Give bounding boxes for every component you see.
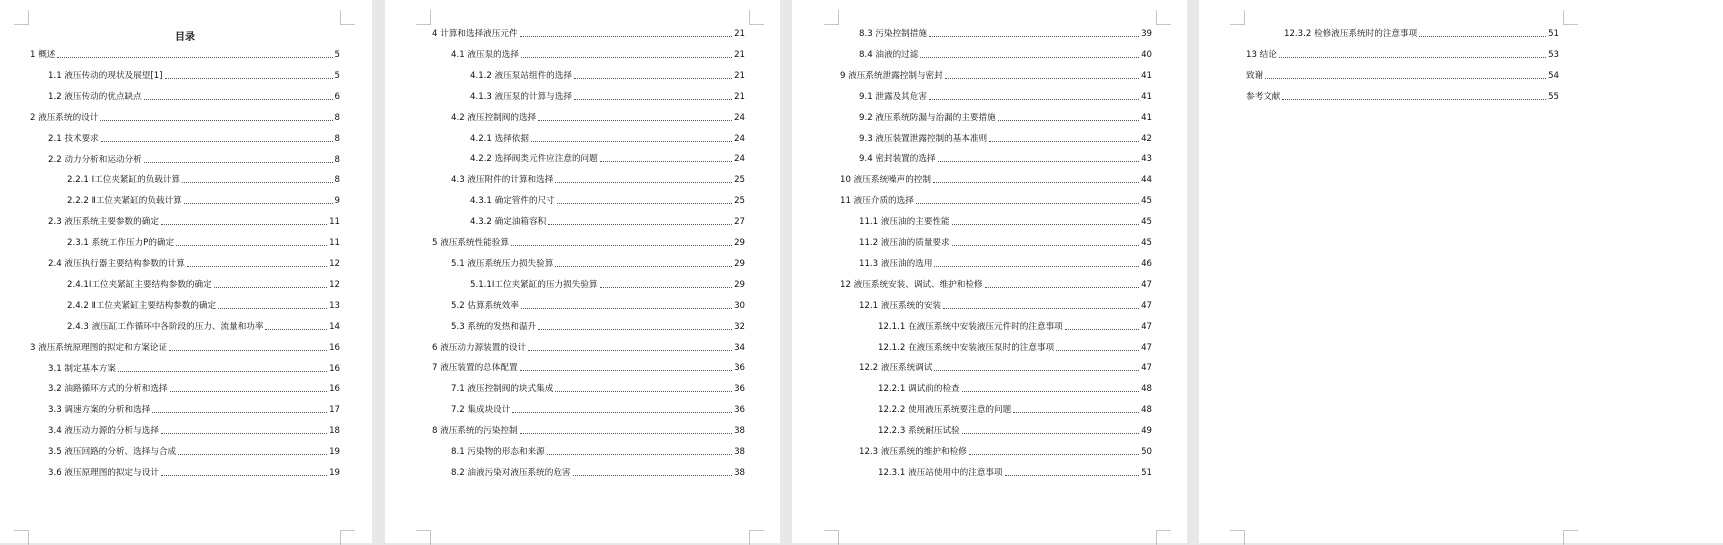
- toc-entry-title: 4.1.2 液压泵站组件的选择: [470, 70, 572, 81]
- toc-entry-page-number: 45: [1141, 238, 1152, 248]
- toc-entry-title: 3.6 液压原理图的拟定与设计: [48, 468, 159, 478]
- toc-entry[interactable]: [48, 70, 340, 82]
- toc-entry[interactable]: [859, 91, 1152, 103]
- toc-entry-page-number: 47: [1141, 279, 1152, 290]
- toc-entry-page-number: 41: [1141, 91, 1152, 102]
- toc-entry[interactable]: [859, 237, 1152, 249]
- toc-leader-dots: [600, 161, 732, 162]
- toc-entry-title: 7 液压装置的总体配置: [432, 363, 518, 374]
- toc-entry-title: 4 计算和选择液压元件: [432, 29, 518, 39]
- toc-entry[interactable]: [470, 91, 745, 103]
- toc-entry-title: 12.3 液压系统的维护和检修: [859, 447, 967, 457]
- toc-entry-title: 7.1 液压控制阀的块式集成: [451, 384, 554, 395]
- toc-entry-page-number: 5: [334, 50, 340, 60]
- toc-leader-dots: [985, 287, 1139, 288]
- toc-leader-dots: [952, 224, 1139, 225]
- toc-entry[interactable]: [840, 279, 1152, 291]
- toc-leader-dots: [1419, 36, 1546, 37]
- toc-entry-title: 2.1 技术要求: [48, 133, 99, 144]
- toc-leader-dots: [265, 329, 327, 330]
- toc-entry-title: 3.4 液压动力源的分析与选择: [48, 426, 159, 437]
- toc-entry[interactable]: [859, 300, 1152, 312]
- toc-leader-dots: [998, 120, 1139, 121]
- toc-entry[interactable]: [451, 446, 745, 458]
- toc-entry[interactable]: [48, 467, 340, 479]
- toc-entry-page-number: 29: [734, 258, 745, 269]
- document-page: [792, 0, 1187, 543]
- toc-entry[interactable]: [451, 321, 745, 333]
- toc-entry[interactable]: [878, 321, 1152, 333]
- toc-entry[interactable]: [48, 216, 340, 228]
- toc-entry-page-number: 48: [1141, 384, 1152, 395]
- toc-entry-page-number: 29: [734, 238, 745, 248]
- toc-entry-title: 2.4.2 Ⅱ工位夹紧缸主要结构参数的确定: [67, 300, 217, 311]
- toc-entry-title: 3.2 油路循环方式的分析和选择: [48, 384, 168, 395]
- toc-entry-title: 6 液压动力源装置的设计: [432, 342, 527, 353]
- toc-leader-dots: [555, 182, 732, 183]
- toc-entry[interactable]: [48, 404, 340, 416]
- toc-leader-dots: [916, 203, 1139, 204]
- toc-entry-page-number: 45: [1141, 196, 1152, 207]
- toc-entry-page-number: 25: [734, 196, 745, 207]
- toc-entry-title: 3.5 液压回路的分析、选择与合成: [48, 447, 177, 458]
- toc-entry-title: 5.3 系统的发热和温升: [451, 321, 537, 332]
- toc-entry[interactable]: [859, 49, 1152, 61]
- toc-entry[interactable]: [859, 153, 1152, 165]
- toc-entry-title: 3.3 调速方案的分析和选择: [48, 405, 151, 416]
- toc-leader-dots: [178, 454, 327, 455]
- toc-entry[interactable]: [859, 28, 1152, 40]
- toc-leader-dots: [161, 224, 327, 225]
- toc-entry-page-number: 47: [1141, 363, 1152, 374]
- toc-entry-page-number: 8: [334, 175, 340, 186]
- toc-entry-page-number: 29: [734, 279, 745, 290]
- toc-entry-title: 致谢: [1246, 70, 1264, 81]
- toc-entry[interactable]: [470, 195, 745, 207]
- crop-mark: [340, 10, 355, 25]
- toc-leader-dots: [1005, 475, 1139, 476]
- toc-leader-dots: [161, 433, 327, 434]
- toc-entry-page-number: 42: [1141, 133, 1152, 144]
- toc-entry-title: 4.3 液压附件的计算和选择: [451, 175, 554, 186]
- toc-entry-title: 1.1 液压传动的现状及展望[1]: [48, 70, 163, 81]
- toc-entry[interactable]: [878, 425, 1152, 437]
- toc-leader-dots: [929, 36, 1139, 37]
- toc-leader-dots: [989, 141, 1139, 142]
- toc-entry-title: 8.4 油液的过滤: [859, 49, 919, 60]
- toc-entry[interactable]: [451, 383, 745, 395]
- toc-entry-page-number: 39: [1141, 29, 1152, 39]
- toc-entry-page-number: 47: [1141, 300, 1152, 311]
- toc-leader-dots: [538, 120, 732, 121]
- toc-entry-title: 2.2.2 Ⅱ工位夹紧缸的负载计算: [67, 196, 182, 207]
- toc-entry-title: 12.1.1 在液压系统中安装液压元件时的注意事项: [878, 321, 1063, 332]
- toc-entry-title: 2.3 液压系统主要参数的确定: [48, 217, 159, 228]
- toc-entry[interactable]: [48, 363, 340, 375]
- toc-entry-page-number: 53: [1548, 49, 1559, 60]
- toc-entry-title: 12.2.3 系统耐压试验: [878, 426, 960, 437]
- toc-entry[interactable]: [470, 279, 745, 291]
- toc-entry-title: 2.2 动力分析和运动分析: [48, 154, 142, 165]
- toc-entry-page-number: 5: [334, 70, 340, 81]
- toc-entry[interactable]: [1246, 49, 1559, 61]
- toc-entry-page-number: 16: [329, 384, 340, 395]
- toc-entry-page-number: 51: [1548, 29, 1559, 39]
- toc-entry-page-number: 36: [734, 405, 745, 416]
- toc-entry-title: 2.4.1Ⅰ工位夹紧缸主要结构参数的确定: [67, 279, 212, 290]
- toc-leader-dots: [187, 266, 327, 267]
- toc-leader-dots: [520, 433, 733, 434]
- toc-leader-dots: [962, 433, 1139, 434]
- toc-entry[interactable]: [451, 404, 745, 416]
- toc-entry[interactable]: [67, 321, 340, 333]
- toc-entry-page-number: 54: [1548, 70, 1559, 81]
- toc-entry-title: 4.1.3 液压泵的计算与选择: [470, 91, 572, 102]
- toc-entry-title: 12.2.2 使用液压系统要注意的问题: [878, 405, 1012, 416]
- crop-mark: [14, 10, 29, 25]
- toc-entry[interactable]: [67, 237, 340, 249]
- document-page: [1199, 0, 1723, 543]
- toc-entry-page-number: 24: [734, 154, 745, 165]
- toc-entry-title: 9 液压系统泄露控制与密封: [840, 70, 943, 81]
- toc-leader-dots: [531, 141, 732, 142]
- toc-leader-dots: [920, 57, 1139, 58]
- toc-entry-title: 8.3 污染控制措施: [859, 29, 927, 39]
- toc-entry[interactable]: [451, 49, 745, 61]
- toc-leader-dots: [101, 141, 333, 142]
- toc-entry[interactable]: [1246, 91, 1559, 103]
- toc-entry[interactable]: [432, 362, 745, 374]
- toc-entry-title: 13 结论: [1246, 49, 1277, 60]
- toc-entry-title: 10 液压系统噪声的控制: [840, 175, 932, 186]
- toc-leader-dots: [945, 78, 1139, 79]
- toc-entry-page-number: 8: [334, 133, 340, 144]
- crop-mark: [824, 10, 839, 25]
- toc-leader-dots: [1265, 78, 1546, 79]
- toc-entry-title: 12.3.2 检修液压系统时的注意事项: [1284, 29, 1418, 39]
- toc-entry-page-number: 8: [334, 112, 340, 123]
- toc-entry-title: 参考文献: [1246, 91, 1281, 102]
- toc-entry-title: 3 液压系统原理图的拟定和方案论证: [30, 342, 168, 353]
- toc-entry[interactable]: [859, 216, 1152, 228]
- toc-leader-dots: [1056, 350, 1139, 351]
- toc-leader-dots: [169, 350, 327, 351]
- toc-entry-page-number: 21: [734, 29, 745, 39]
- toc-entry-page-number: 45: [1141, 217, 1152, 228]
- toc-entry[interactable]: [451, 258, 745, 270]
- toc-entry-page-number: 19: [329, 468, 340, 478]
- toc-entry-page-number: 13: [329, 300, 340, 311]
- toc-leader-dots: [511, 245, 732, 246]
- toc-leader-dots: [943, 308, 1139, 309]
- toc-entry-page-number: 51: [1141, 467, 1152, 478]
- toc-leader-dots: [144, 99, 333, 100]
- toc-entry[interactable]: [1246, 70, 1559, 82]
- crop-mark: [1230, 10, 1245, 25]
- toc-entry[interactable]: [451, 112, 745, 124]
- toc-leader-dots: [555, 391, 732, 392]
- toc-leader-dots: [165, 78, 333, 79]
- toc-entry[interactable]: [840, 70, 1152, 82]
- toc-entry-page-number: 16: [329, 363, 340, 374]
- toc-entry-page-number: 27: [734, 217, 745, 228]
- toc-entry-page-number: 21: [734, 49, 745, 60]
- toc-entry-title: 4.3.2 确定油箱容积: [470, 217, 547, 228]
- toc-entry[interactable]: [48, 91, 340, 103]
- toc-entry-page-number: 12: [329, 279, 340, 290]
- toc-leader-dots: [962, 391, 1139, 392]
- toc-entry-title: 11.3 液压油的选用: [859, 258, 933, 269]
- toc-entry[interactable]: [48, 154, 340, 166]
- toc-entry[interactable]: [451, 467, 745, 479]
- toc-entry-page-number: 24: [734, 133, 745, 144]
- toc-entry-page-number: 16: [329, 342, 340, 353]
- toc-entry-title: 5.2 估算系统效率: [451, 300, 519, 311]
- toc-entry-page-number: 24: [734, 112, 745, 123]
- toc-entry-page-number: 38: [734, 447, 745, 457]
- toc-entry[interactable]: [859, 362, 1152, 374]
- toc-entry-title: 3.1 制定基本方案: [48, 363, 116, 374]
- toc-entry[interactable]: [1284, 28, 1559, 40]
- toc-entry-title: 12.3.1 液压站使用中的注意事项: [878, 467, 1003, 478]
- toc-entry-title: 9.3 液压装置泄露控制的基本准则: [859, 133, 988, 144]
- toc-entry[interactable]: [840, 195, 1152, 207]
- toc-leader-dots: [1279, 57, 1546, 58]
- toc-entry-page-number: 18: [329, 426, 340, 437]
- toc-leader-dots: [57, 57, 332, 58]
- toc-entry[interactable]: [878, 467, 1152, 479]
- toc-entry[interactable]: [30, 49, 340, 61]
- toc-entry-page-number: 21: [734, 91, 745, 102]
- document-page: [0, 0, 372, 543]
- toc-leader-dots: [520, 370, 733, 371]
- toc-entry-title: 5.1 液压系统压力损失验算: [451, 258, 554, 269]
- toc-leader-dots: [521, 308, 732, 309]
- toc-leader-dots: [933, 182, 1139, 183]
- toc-leader-dots: [538, 329, 732, 330]
- toc-entry-page-number: 9: [334, 196, 340, 207]
- toc-entry-title: 11.1 液压油的主要性能: [859, 217, 950, 228]
- document-page: [385, 0, 780, 543]
- toc-leader-dots: [214, 287, 327, 288]
- toc-entry[interactable]: [859, 133, 1152, 145]
- toc-entry[interactable]: [859, 446, 1152, 458]
- toc-entry-title: 9.1 泄露及其危害: [859, 91, 927, 102]
- toc-entry-title: 12.1 液压系统的安装: [859, 300, 942, 311]
- toc-entry-page-number: 6: [334, 91, 340, 102]
- toc-entry-page-number: 8: [334, 154, 340, 165]
- toc-entry-page-number: 38: [734, 467, 745, 478]
- toc-entry-title: 9.4 密封装置的选择: [859, 154, 936, 165]
- toc-entry[interactable]: [470, 153, 745, 165]
- toc-entry[interactable]: [48, 258, 340, 270]
- toc-title: 目录: [175, 32, 195, 43]
- toc-entry[interactable]: [470, 70, 745, 82]
- toc-entry-page-number: 36: [734, 384, 745, 395]
- toc-entry-title: 11 液压介质的选择: [840, 196, 914, 207]
- toc-leader-dots: [512, 412, 732, 413]
- toc-leader-dots: [934, 266, 1139, 267]
- toc-entry-page-number: 12: [329, 259, 340, 269]
- toc-entry-title: 2.3.1 系统工作压力P的确定: [67, 238, 175, 249]
- toc-entry-title: 4.3.1 确定管件的尺寸: [470, 196, 555, 207]
- toc-leader-dots: [100, 120, 332, 121]
- toc-entry-page-number: 50: [1141, 447, 1152, 457]
- toc-leader-dots: [600, 287, 733, 288]
- toc-entry-page-number: 41: [1141, 112, 1152, 123]
- toc-entry[interactable]: [30, 112, 340, 124]
- toc-entry-page-number: 30: [734, 300, 745, 311]
- toc-entry-title: 4.2 液压控制阀的选择: [451, 112, 537, 123]
- crop-mark: [749, 10, 764, 25]
- toc-leader-dots: [520, 36, 733, 37]
- toc-entry[interactable]: [67, 300, 340, 312]
- toc-entry-title: 11.2 液压油的质量要求: [859, 238, 950, 248]
- toc-entry-title: 4.1 液压泵的选择: [451, 49, 519, 60]
- toc-entry[interactable]: [48, 425, 340, 437]
- toc-entry[interactable]: [67, 279, 340, 291]
- toc-entry-title: 5 液压系统性能验算: [432, 238, 509, 248]
- toc-leader-dots: [574, 99, 732, 100]
- toc-entry[interactable]: [432, 425, 745, 437]
- toc-leader-dots: [176, 245, 327, 246]
- crop-mark: [1156, 10, 1171, 25]
- toc-entry-title: 4.2.1 选择依据: [470, 133, 529, 144]
- toc-entry-page-number: 19: [329, 447, 340, 458]
- toc-entry-page-number: 47: [1141, 342, 1152, 353]
- toc-entry-title: 8.1 污染物的形态和来源: [451, 447, 545, 457]
- toc-entry[interactable]: [878, 383, 1152, 395]
- toc-leader-dots: [574, 78, 732, 79]
- toc-entry[interactable]: [470, 133, 745, 145]
- toc-entry[interactable]: [432, 237, 745, 249]
- toc-leader-dots: [938, 161, 1140, 162]
- toc-leader-dots: [547, 454, 732, 455]
- toc-entry-page-number: 36: [734, 363, 745, 374]
- toc-entry-page-number: 47: [1141, 321, 1152, 332]
- toc-entry-title: 12.2 液压系统调试: [859, 363, 933, 374]
- toc-entry-page-number: 48: [1141, 405, 1152, 416]
- toc-leader-dots: [557, 203, 732, 204]
- toc-entry-page-number: 14: [329, 321, 340, 332]
- toc-entry-title: 2.4.3 液压缸工作循环中各阶段的压力、流量和功率: [67, 321, 264, 332]
- toc-entry-page-number: 34: [734, 342, 745, 353]
- toc-entry[interactable]: [67, 195, 340, 207]
- toc-entry[interactable]: [451, 174, 745, 186]
- toc-entry[interactable]: [859, 258, 1152, 270]
- toc-entry[interactable]: [30, 342, 340, 354]
- toc-leader-dots: [118, 371, 327, 372]
- toc-entry-page-number: 55: [1548, 91, 1559, 102]
- toc-entry[interactable]: [432, 342, 745, 354]
- toc-leader-dots: [548, 224, 732, 225]
- toc-entry[interactable]: [48, 133, 340, 145]
- toc-leader-dots: [152, 412, 327, 413]
- toc-leader-dots: [521, 57, 732, 58]
- toc-entry-page-number: 17: [329, 405, 340, 416]
- crop-mark: [416, 10, 431, 25]
- toc-entry-page-number: 11: [329, 238, 340, 249]
- toc-entry-title: 7.2 集成块设计: [451, 405, 511, 416]
- toc-entry-page-number: 21: [734, 70, 745, 81]
- toc-leader-dots: [573, 475, 733, 476]
- toc-entry-title: 8.2 油液污染对液压系统的危害: [451, 467, 571, 478]
- toc-entry[interactable]: [67, 174, 340, 186]
- toc-entry[interactable]: [840, 174, 1152, 186]
- toc-entry[interactable]: [859, 112, 1152, 124]
- toc-entry[interactable]: [432, 28, 745, 40]
- toc-entry-page-number: 44: [1141, 175, 1152, 186]
- toc-entry-title: 2.4 液压执行器主要结构参数的计算: [48, 259, 185, 269]
- toc-entry[interactable]: [878, 342, 1152, 354]
- toc-entry-page-number: 49: [1141, 426, 1152, 437]
- toc-entry-title: 4.2.2 选择阀类元件应注意的问题: [470, 154, 598, 165]
- toc-leader-dots: [969, 454, 1139, 455]
- toc-entry-title: 8 液压系统的污染控制: [432, 426, 518, 437]
- toc-entry-title: 12.2.1 调试前的检查: [878, 384, 960, 395]
- toc-entry-title: 9.2 液压系统防漏与治漏的主要措施: [859, 112, 996, 123]
- toc-entry-title: 1.2 液压传动的优点缺点: [48, 91, 142, 102]
- toc-entry-page-number: 46: [1141, 258, 1152, 269]
- toc-entry-title: 12.1.2 在液压系统中安装液压泵时的注意事项: [878, 342, 1055, 353]
- toc-entry-title: 5.1.1Ⅰ工位夹紧缸的压力损失验算: [470, 279, 598, 290]
- toc-leader-dots: [184, 203, 333, 204]
- toc-leader-dots: [929, 99, 1139, 100]
- toc-leader-dots: [161, 475, 327, 476]
- toc-entry-title: 1 概述: [30, 50, 56, 60]
- toc-leader-dots: [170, 391, 328, 392]
- toc-leader-dots: [1282, 99, 1546, 100]
- toc-leader-dots: [1065, 329, 1139, 330]
- toc-leader-dots: [144, 162, 333, 163]
- toc-entry[interactable]: [470, 216, 745, 228]
- toc-leader-dots: [182, 182, 332, 183]
- toc-entry-title: 12 液压系统安装、调试、维护和检修: [840, 279, 983, 290]
- toc-leader-dots: [528, 350, 732, 351]
- toc-entry-title: 2.2.1 Ⅰ工位夹紧缸的负载计算: [67, 175, 181, 186]
- toc-leader-dots: [1013, 412, 1139, 413]
- toc-entry-page-number: 40: [1141, 49, 1152, 60]
- toc-entry[interactable]: [48, 383, 340, 395]
- toc-leader-dots: [555, 266, 732, 267]
- toc-entry[interactable]: [48, 446, 340, 458]
- toc-entry-page-number: 11: [329, 217, 340, 228]
- crop-mark: [1563, 10, 1578, 25]
- toc-entry-page-number: 43: [1141, 154, 1152, 165]
- toc-entry[interactable]: [451, 300, 745, 312]
- toc-leader-dots: [952, 245, 1139, 246]
- toc-entry-title: 2 液压系统的设计: [30, 112, 99, 123]
- toc-entry[interactable]: [878, 404, 1152, 416]
- toc-leader-dots: [218, 308, 327, 309]
- toc-entry-page-number: 25: [734, 175, 745, 186]
- toc-entry-page-number: 41: [1141, 70, 1152, 81]
- toc-entry-page-number: 38: [734, 426, 745, 437]
- toc-leader-dots: [934, 370, 1139, 371]
- toc-entry-page-number: 32: [734, 321, 745, 332]
